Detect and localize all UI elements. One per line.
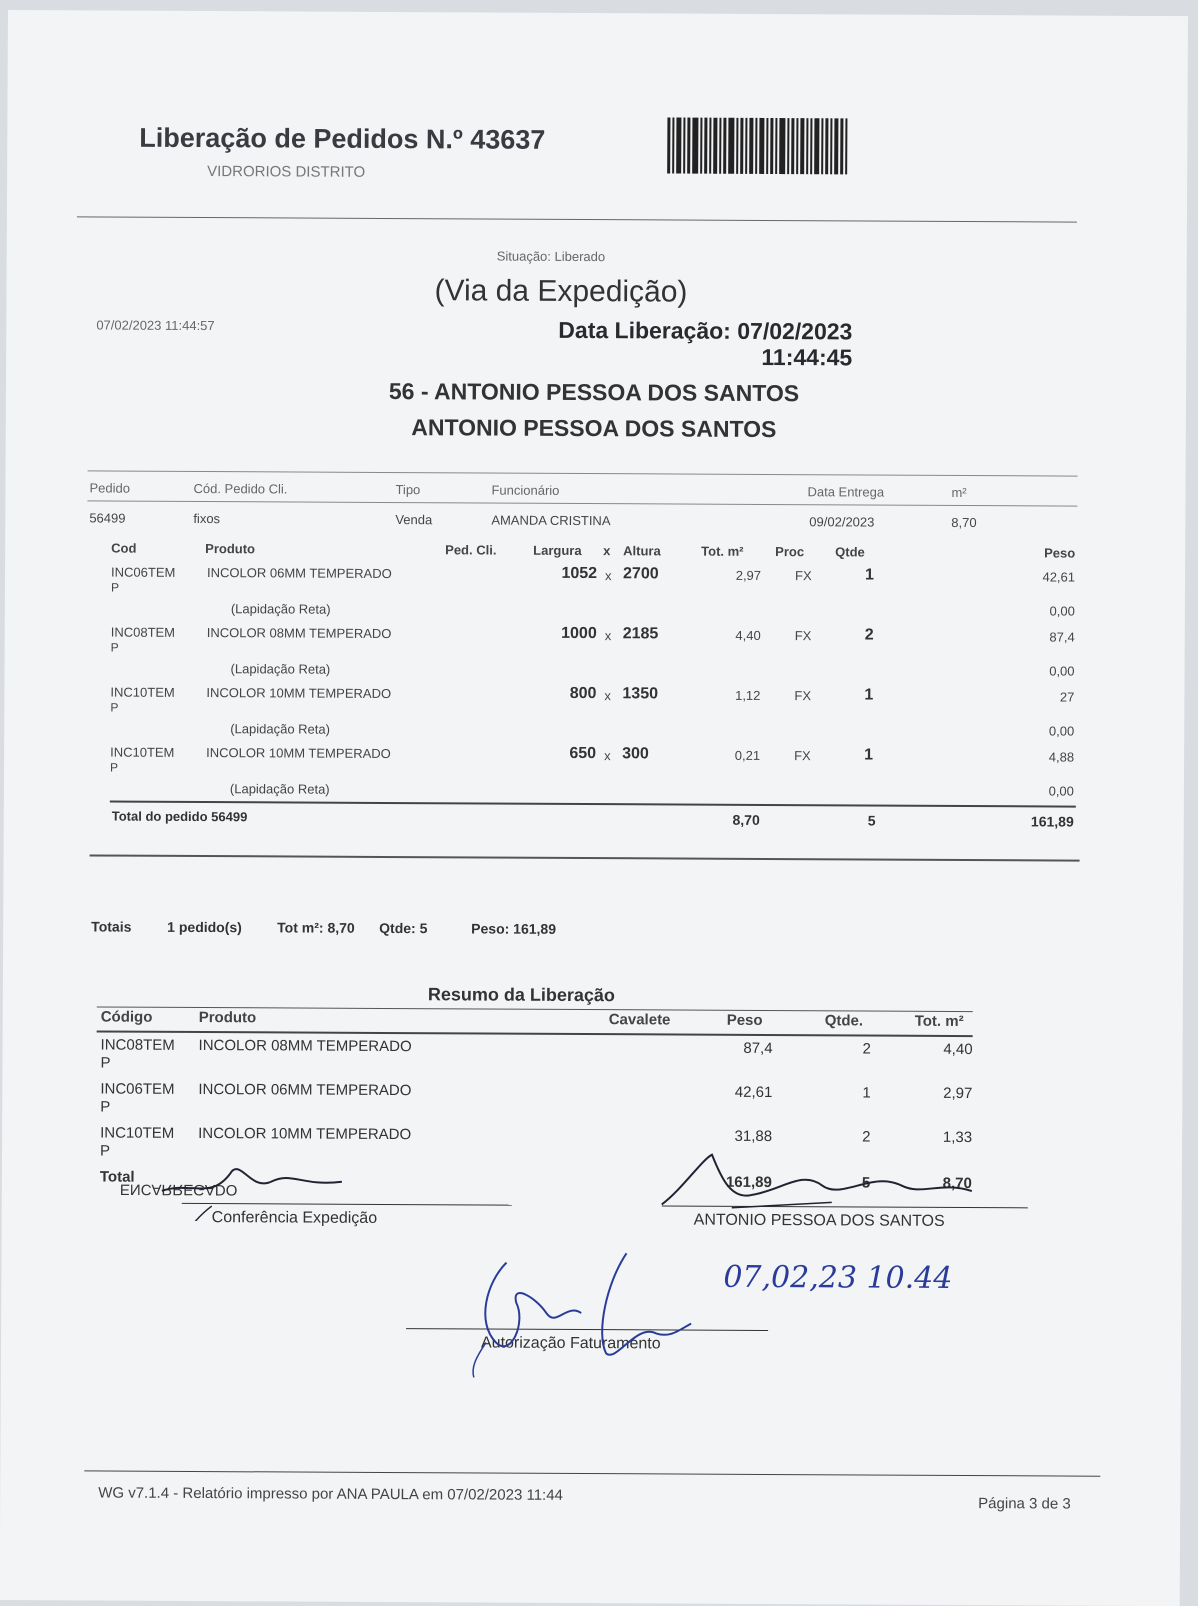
resumo-col-codigo: Código xyxy=(100,1008,153,1026)
totals-m2: Tot m²: 8,70 xyxy=(277,919,355,936)
item-qtde: 1 xyxy=(865,566,875,584)
resumo-row-codigo-suffix: P xyxy=(100,1054,111,1072)
conferencia-signature xyxy=(152,1151,352,1222)
resumo-row-qtde: 2 xyxy=(862,1040,871,1058)
order-total-label: Total do pedido 56499 xyxy=(111,808,248,825)
item-altura: 2185 xyxy=(622,625,659,643)
item-subprocess: (Lapidação Reta) xyxy=(230,721,331,737)
item-col-ped-cli: Ped. Cli. xyxy=(445,542,497,558)
item-proc: FX xyxy=(794,688,812,704)
item-peso: 27 xyxy=(1059,689,1075,705)
order-tipo: Venda xyxy=(395,512,433,528)
item-altura: 2700 xyxy=(623,565,659,583)
resumo-col-tot-m2: Tot. m² xyxy=(914,1012,964,1031)
item-subprocess-peso: 0,00 xyxy=(1048,783,1074,799)
item-proc: FX xyxy=(794,628,812,644)
item-produto: INCOLOR 06MM TEMPERADO xyxy=(207,565,392,582)
item-col-produto: Produto xyxy=(205,541,256,557)
item-subprocess-peso: 0,00 xyxy=(1048,723,1075,739)
item-x: x xyxy=(604,748,611,764)
col-data-entrega: Data Entrega xyxy=(807,484,885,500)
resumo-row-peso: 31,88 xyxy=(734,1127,773,1146)
print-datetime: 07/02/2023 11:44:57 xyxy=(96,317,215,334)
item-x: x xyxy=(604,628,612,644)
item-cod: INC10TEM xyxy=(110,684,175,700)
item-produto: INCOLOR 08MM TEMPERADO xyxy=(206,625,392,642)
client-name: ANTONIO PESSOA DOS SANTOS xyxy=(411,414,777,443)
resumo-row-codigo: INC10TEM xyxy=(100,1124,175,1142)
item-qtde: 1 xyxy=(864,746,874,764)
item-col-tot-m2: Tot. m² xyxy=(701,543,744,559)
order-data-entrega: 09/02/2023 xyxy=(809,514,875,530)
cliente-signature xyxy=(652,1149,982,1221)
resumo-row-tot-m2: 1,33 xyxy=(942,1128,973,1147)
totals-pedidos: 1 pedido(s) xyxy=(167,918,242,936)
item-peso: 4,88 xyxy=(1048,749,1075,765)
resumo-total-tot-m2: 8,70 xyxy=(942,1174,972,1193)
col-tipo: Tipo xyxy=(395,482,421,498)
handwritten-datetime: 07,02,23 10.44 xyxy=(723,1259,953,1296)
order-pedido: 56499 xyxy=(89,510,126,526)
resumo-col-cavalete: Cavalete xyxy=(608,1011,671,1029)
resumo-header-line xyxy=(97,1030,973,1037)
item-cod-suffix: P xyxy=(110,700,119,715)
via-label: (Via da Expedição) xyxy=(434,274,688,309)
item-x: x xyxy=(605,568,612,584)
order-cod-cli: fixos xyxy=(193,510,221,527)
totals-peso: Peso: 161,89 xyxy=(471,920,557,937)
resumo-row-qtde: 2 xyxy=(862,1128,871,1146)
item-qtde: 2 xyxy=(864,626,874,644)
resumo-row-qtde: 1 xyxy=(862,1084,871,1102)
order-m2: 8,70 xyxy=(951,514,977,531)
totals-qtde: Qtde: 5 xyxy=(379,919,428,937)
col-pedido: Pedido xyxy=(89,480,131,496)
release-date xyxy=(558,317,852,371)
resumo-total-peso: 161,89 xyxy=(725,1173,772,1192)
release-time: 11:44:45 xyxy=(761,343,853,371)
client-code-name: 56 - ANTONIO PESSOA DOS SANTOS xyxy=(388,377,800,407)
resumo-row-peso: 42,61 xyxy=(734,1083,773,1102)
item-subprocess-peso: 0,00 xyxy=(1049,603,1075,619)
item-proc: FX xyxy=(794,748,811,764)
item-subprocess: (Lapidação Reta) xyxy=(229,781,330,797)
item-produto: INCOLOR 10MM TEMPERADO xyxy=(206,685,392,702)
resumo-row-produto: INCOLOR 10MM TEMPERADO xyxy=(198,1125,412,1144)
item-subprocess: (Lapidação Reta) xyxy=(230,661,331,677)
cliente-signature-name: ANTONIO PESSOA DOS SANTOS xyxy=(693,1211,945,1230)
item-peso: 87,4 xyxy=(1049,629,1075,645)
col-funcionario: Funcionário xyxy=(491,482,560,498)
items-section-divider xyxy=(90,854,1080,861)
item-col-x: x xyxy=(603,543,611,559)
header-divider xyxy=(77,216,1077,222)
col-m2: m² xyxy=(951,484,967,501)
release-date-label: Data Liberação: 07/02/2023 xyxy=(558,316,853,345)
item-produto: INCOLOR 10MM TEMPERADO xyxy=(206,745,391,762)
resumo-total-label: Total xyxy=(99,1168,135,1186)
order-funcionario: AMANDA CRISTINA xyxy=(491,512,611,529)
document-title: Liberação de Pedidos N.º 43637 xyxy=(139,122,546,155)
footer-report-info: WG v7.1.4 - Relatório impresso por ANA PAULA em 07/02/2023 11:44 xyxy=(98,1484,563,1504)
item-peso: 42,61 xyxy=(1042,569,1076,585)
item-col-peso: Peso xyxy=(1044,545,1076,561)
item-cod-suffix: P xyxy=(110,580,120,595)
item-altura: 1350 xyxy=(622,685,659,703)
order-header-divider xyxy=(87,500,1077,506)
item-cod: INC06TEM xyxy=(111,564,176,580)
resumo-row-tot-m2: 2,97 xyxy=(943,1084,973,1103)
item-largura: 1000 xyxy=(561,624,597,643)
item-col-qtde: Qtde xyxy=(835,544,865,560)
item-largura: 1052 xyxy=(561,564,598,583)
item-tot-m2: 0,21 xyxy=(734,747,761,763)
item-subprocess-peso: 0,00 xyxy=(1049,663,1075,679)
order-total-divider xyxy=(110,801,1076,808)
company-name: VIDRORIOS DISTRITO xyxy=(207,163,366,181)
resumo-row-codigo-suffix: P xyxy=(99,1142,111,1160)
barcode xyxy=(667,117,847,174)
col-cod-pedido-cli: Cód. Pedido Cli. xyxy=(193,480,288,497)
item-col-proc: Proc xyxy=(775,544,805,560)
resumo-row-peso: 87,4 xyxy=(743,1039,773,1058)
item-tot-m2: 2,97 xyxy=(735,567,762,583)
item-altura: 300 xyxy=(622,745,649,763)
item-tot-m2: 1,12 xyxy=(735,687,761,703)
item-proc: FX xyxy=(795,568,812,584)
item-col-largura: Largura xyxy=(533,542,582,559)
item-col-cod: Cod xyxy=(111,540,137,556)
document-page xyxy=(0,10,1188,1606)
resumo-total-qtde: 5 xyxy=(861,1174,871,1192)
item-tot-m2: 4,40 xyxy=(735,627,761,643)
item-cod: INC08TEM xyxy=(110,624,176,640)
resumo-row-produto: INCOLOR 08MM TEMPERADO xyxy=(198,1037,412,1056)
item-largura: 650 xyxy=(569,744,597,763)
conferencia-label: Conferência Expedição xyxy=(211,1209,378,1227)
resumo-col-qtde: Qtde. xyxy=(824,1012,864,1030)
item-subprocess: (Lapidação Reta) xyxy=(230,601,331,617)
status-label: Situação: Liberado xyxy=(496,248,606,265)
order-total-m2: 8,70 xyxy=(732,811,760,828)
order-table-top xyxy=(88,470,1078,476)
resumo-row-codigo: INC08TEM xyxy=(100,1036,175,1054)
resumo-title: Resumo da Liberação xyxy=(427,984,615,1006)
totals-label: Totais xyxy=(91,918,132,935)
item-qtde: 1 xyxy=(864,686,874,704)
item-col-altura: Altura xyxy=(623,543,661,559)
autorizacao-label: Autorização Faturamento xyxy=(480,1334,661,1353)
item-cod: INC10TEM xyxy=(110,744,175,760)
order-total-qtde: 5 xyxy=(867,812,876,829)
resumo-row-codigo: INC06TEM xyxy=(100,1080,175,1098)
stamp-encarregado: ENCARREGADO xyxy=(119,1180,238,1199)
autorizacao-signature xyxy=(456,1242,697,1383)
page-number: Página 3 de 3 xyxy=(978,1495,1071,1513)
item-x: x xyxy=(604,688,611,704)
resumo-col-produto: Produto xyxy=(198,1009,257,1027)
resumo-row-tot-m2: 4,40 xyxy=(943,1040,973,1059)
item-cod-suffix: P xyxy=(109,760,119,775)
item-largura: 800 xyxy=(569,684,597,703)
resumo-row-codigo-suffix: P xyxy=(100,1098,111,1116)
resumo-row-produto: INCOLOR 06MM TEMPERADO xyxy=(198,1081,412,1100)
item-cod-suffix: P xyxy=(110,640,119,655)
footer-divider xyxy=(84,1470,1100,1476)
resumo-col-peso: Peso xyxy=(726,1011,763,1029)
order-total-peso: 161,89 xyxy=(1030,813,1074,830)
